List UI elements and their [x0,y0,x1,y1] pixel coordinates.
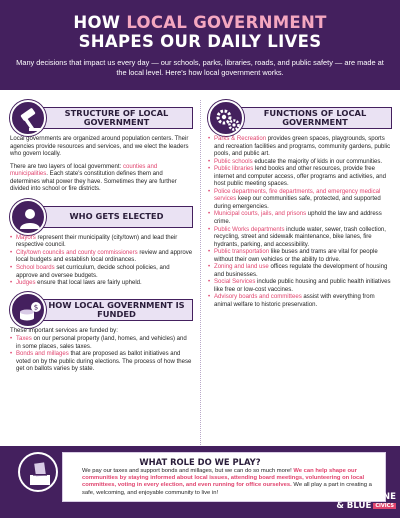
list-item: • Public Works departments include water, sewer, trash collection, recycling, street and sidewalk maintenance, bike lanes, fire hydrants, parking, and accessibility. [208,227,392,250]
list-item: • School boards set curriculum, decide school policies, and approve and oversee budgets. [10,265,193,280]
page-title [0,13,400,51]
funded-list [10,336,193,374]
brand-logo [326,493,396,511]
structure-title: STRUCTURE OF LOCAL GOVERNMENT [64,108,169,127]
logo-line: RED WINE [347,492,396,502]
title-part: HOW [73,13,127,32]
title-part: SHAPES OUR DAILY LIVES [78,32,322,51]
header-banner [0,0,400,90]
column-divider [200,100,201,445]
functions-list [208,136,392,310]
functions-heading [208,100,392,136]
list-item: • Judges ensure that local laws are fairly upheld. [10,280,193,288]
logo-line: & BLUE CIVICS [336,501,394,511]
list-item: • Public libraries lend books and other resources, provide free internet and computer access, offer programs and activities, and host public meeting spaces. [208,166,392,189]
gavel-icon [10,100,46,136]
structure-paragraph-2: There are two layers of local government: counties and municipalities. Each state's constitution defines them and determines what power they have. Sometimes they are further divided into school or fire districts. [10,163,177,193]
elected-title: WHO GETS ELECTED [69,210,164,221]
intro-text: Many decisions that impact us every day — our schools, parks, libraries, roads, and public safety — are made at the local level. Here's how local government works. [16,58,384,77]
list-item: • Public transportation like buses and trams are vital for people without their own vehicles or the ability to drive. [208,249,392,264]
logo-badge: CIVICS [375,502,394,509]
list-item: • Police departments, fire departments, and emergency medical services keep our communities safe, protected, and supported during emergencies. [208,189,392,212]
left-column [10,100,193,374]
list-item: • Municipal courts, jails, and prisons uphold the law and address crime. [208,211,392,226]
funded-intro: These important services are funded by: [10,327,118,334]
role-highlight: We can help shape our communities by staying informed about local issues, attending board meetings, volunteering on local committees, voting in every election, and even running for office ourselves. [82,468,365,489]
structure-paragraph-1: Local governments are organized around population centers. Their agencies provide resources and services, and we elect the leaders who govern locally. [10,136,189,158]
coins-icon [10,292,46,328]
list-item: • Social Services include public housing and public health initiatives like free or low-cost vaccines. [208,279,392,294]
role-title: WHAT ROLE DO WE PLAY? [139,457,261,467]
list-item: • Public schools educate the majority of kids in our communities. [208,159,392,167]
svg-text:$: $ [33,303,39,312]
list-item: • Parks & Recreation provides green spaces, playgrounds, sports and recreation facilities and programs, community gardens, public pools, and public art. [208,136,392,159]
gears-icon [208,100,244,136]
functions-title: FUNCTIONS OF LOCAL GOVERNMENT [263,108,367,127]
funded-title: HOW LOCAL GOVERNMENT IS FUNDED [48,299,185,319]
list-item: • City/town councils and county commissioners review and approve local budgets and establish local ordinances. [10,250,193,265]
elected-list [10,235,193,288]
list-item: • Zoning and land use offices regulate the development of housing and businesses. [208,264,392,279]
right-column [208,100,392,310]
funded-heading [10,292,193,328]
role-text: We pay our taxes and support bonds and millages, but we can do so much more! We can help shape our communities by staying informed about local issues, attending board meetings, volunteering on local committees, voting in every election, and even running for office ourselves. We all play a part in creating a safe, welcoming, and enjoyable community to live in! [82,468,372,496]
highlight-term: counties and municipalities [10,163,158,178]
title-highlight: LOCAL GOVERNMENT [126,13,327,32]
list-item: • Advisory boards and committees assist with everything from animal welfare to historic preservation. [208,294,392,309]
list-item: • Bonds and millages that are proposed as ballot initiatives and voted on by the public during elections. The process of how these get on ballots varies by state. [10,351,193,374]
list-item: • Mayors represent their municipality (city/town) and lead their respective council. [10,235,193,250]
elected-heading [10,199,193,235]
structure-heading [10,100,193,136]
list-item: • Taxes on our personal property (land, homes, and vehicles) and in some places, sales taxes. [10,336,193,351]
person-icon [10,199,46,235]
